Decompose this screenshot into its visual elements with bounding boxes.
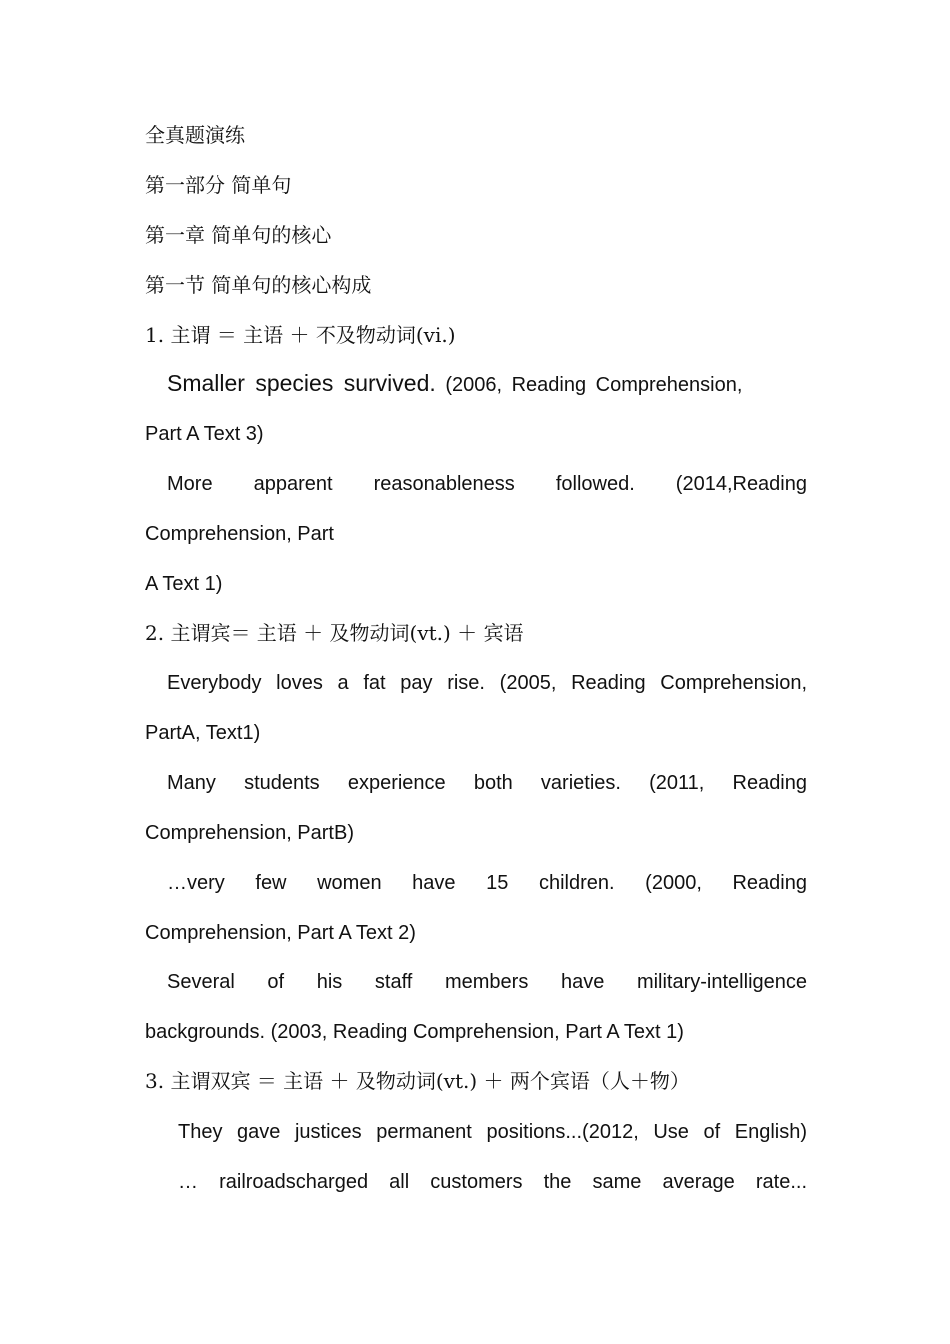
example-6-line-1: Several of his staff members have military-intelligence xyxy=(167,971,807,993)
example-6-line-2: backgrounds. (2003, Reading Comprehension, Part A Text 1) xyxy=(145,1021,684,1043)
example-8-line-1: … railroadscharged all customers the same average rate... xyxy=(178,1171,807,1193)
example-7-line-1: They gave justices permanent positions...(2012, Use of English) xyxy=(178,1121,807,1143)
pattern-1: 1. 主谓 ＝ 主语 ＋ 不及物动词(vi.) xyxy=(145,323,456,347)
example-5-line-2: Comprehension, Part A Text 2) xyxy=(145,922,416,944)
doc-title: 全真题演练 xyxy=(145,123,245,147)
example-2-line-3: A Text 1) xyxy=(145,573,223,595)
example-1-sentence: Smaller species survived. xyxy=(167,370,436,396)
example-3-line-1: Everybody loves a fat pay rise. (2005, Reading Comprehension, xyxy=(167,672,807,694)
pattern-2: 2. 主谓宾＝ 主语 ＋ 及物动词(vt.) ＋ 宾语 xyxy=(145,621,524,645)
chapter-heading: 第一章 简单句的核心 xyxy=(145,223,332,247)
example-2-line-1: More apparent reasonableness followed. (2014,Reading xyxy=(167,473,807,495)
example-1-line-2: Part A Text 3) xyxy=(145,423,264,445)
part-heading: 第一部分 简单句 xyxy=(145,173,292,197)
example-5-line-1: …very few women have 15 children. (2000, Reading xyxy=(167,872,807,894)
section-heading: 第一节 简单句的核心构成 xyxy=(145,273,372,297)
example-2-line-2: Comprehension, Part xyxy=(145,523,334,545)
example-1-line-1 xyxy=(167,368,807,398)
example-4-line-1: Many students experience both varieties. (2011, Reading xyxy=(167,772,807,794)
example-3-line-2: PartA, Text1) xyxy=(145,722,261,744)
pattern-3: 3. 主谓双宾 ＝ 主语 ＋ 及物动词(vt.) ＋ 两个宾语（人＋物） xyxy=(145,1069,690,1093)
example-4-line-2: Comprehension, PartB) xyxy=(145,822,354,844)
example-1-source: (2006, Reading Comprehension, xyxy=(435,374,743,396)
